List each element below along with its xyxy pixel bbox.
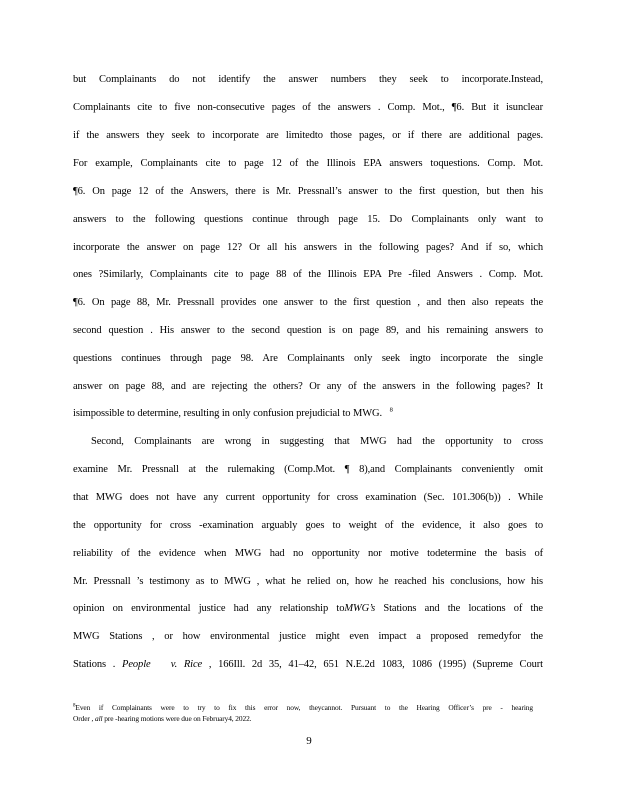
body-line: [73, 407, 543, 421]
page-number: 9: [306, 735, 312, 747]
body-line: ones ?Similarly, Complainants cite to page 88 of the Illinois EPA Pre -filed Answers . Comp. Mot.: [73, 269, 543, 280]
case-name-italic: v. Rice: [170, 659, 203, 670]
body-line: ¶6. On page 12 of the Answers, there is Mr. Pressnall’s answer to the first question, but then his: [73, 186, 543, 197]
footnote-line: [73, 703, 533, 713]
body-line: MWG Stations , or how environmental justice might even impact a proposed remedyfor the: [73, 631, 543, 642]
body-line: incorporate the answer on page 12? Or all his answers in the following pages? And if so, which: [73, 242, 543, 253]
body-line: Mr. Pressnall ’s testimony as to MWG , what he relied on, how he reached his conclusions, how his: [73, 576, 543, 587]
italic-text: MWG’s: [344, 603, 376, 614]
body-line: answer on page 88, and are rejecting the others? Or any of the answers in the following pages? It: [73, 381, 543, 392]
body-line-text: , 166Ill. 2d 35, 41–42, 651 N.E.2d 1083, 1086 (1995) (Supreme Court: [202, 659, 543, 670]
body-line: [73, 658, 543, 672]
body-line: answers to the following questions continue through page 15. Do Complainants only want to: [73, 214, 543, 225]
body-line: Second, Complainants are wrong in suggesting that MWG had the opportunity to cross: [91, 436, 543, 447]
body-line: ¶6. On page 88, Mr. Pressnall provides one answer to the first question , and then also repeats the: [73, 297, 543, 308]
footnote-text: Order ,: [73, 714, 95, 723]
body-line: For example, Complainants cite to page 12 of the Illinois EPA answers toquestions. Comp. Mot.: [73, 158, 543, 169]
body-line: reliability of the evidence when MWG had no opportunity nor motive todetermine the basis of: [73, 548, 543, 559]
body-line-text: Stations and the locations of the: [375, 603, 543, 614]
body-line: but Complainants do not identify the answer numbers they seek to incorporate.Instead,: [73, 74, 543, 85]
body-line-text: Stations .: [73, 659, 123, 670]
footnote-text: pre -hearing motions were due on February4, 2022.: [102, 714, 252, 723]
body-line: examine Mr. Pressnall at the rulemaking (Comp.Mot. ¶ 8),and Complainants conveniently omit: [73, 464, 543, 475]
body-line: if the answers they seek to incorporate are limitedto those pages, or if there are additional pages.: [73, 130, 543, 141]
body-line: that MWG does not have any current opportunity for cross examination (Sec. 101.306(b)) . While: [73, 492, 543, 503]
footnote-marker: 8: [73, 703, 76, 709]
footnote-line: [73, 714, 533, 724]
body-line: questions continues through page 98. Are Complainants only seek ingto incorporate the single: [73, 353, 543, 364]
footnote-text: Even if Complainants were to try to fix this error now, theycannot. Pursuant to the Hearing Officer’s pre - hearing: [75, 703, 533, 712]
case-name-italic: People: [122, 659, 151, 670]
body-line: Complainants cite to five non-consecutive pages of the answers . Comp. Mot., ¶6. But it isunclear: [73, 102, 543, 113]
body-line: second question . His answer to the second question is on page 89, and his remaining answers to: [73, 325, 543, 336]
body-line-text: opinion on environmental justice had any relationship to: [73, 603, 345, 614]
body-line: the opportunity for cross -examination arguably goes to weight of the evidence, it also goes to: [73, 520, 543, 531]
footnote-italic: all: [94, 714, 103, 723]
footnote-reference: 8: [389, 406, 393, 414]
body-line-text: isimpossible to determine, resulting in only confusion prejudicial to MWG.: [73, 408, 383, 419]
body-line: [73, 602, 543, 616]
